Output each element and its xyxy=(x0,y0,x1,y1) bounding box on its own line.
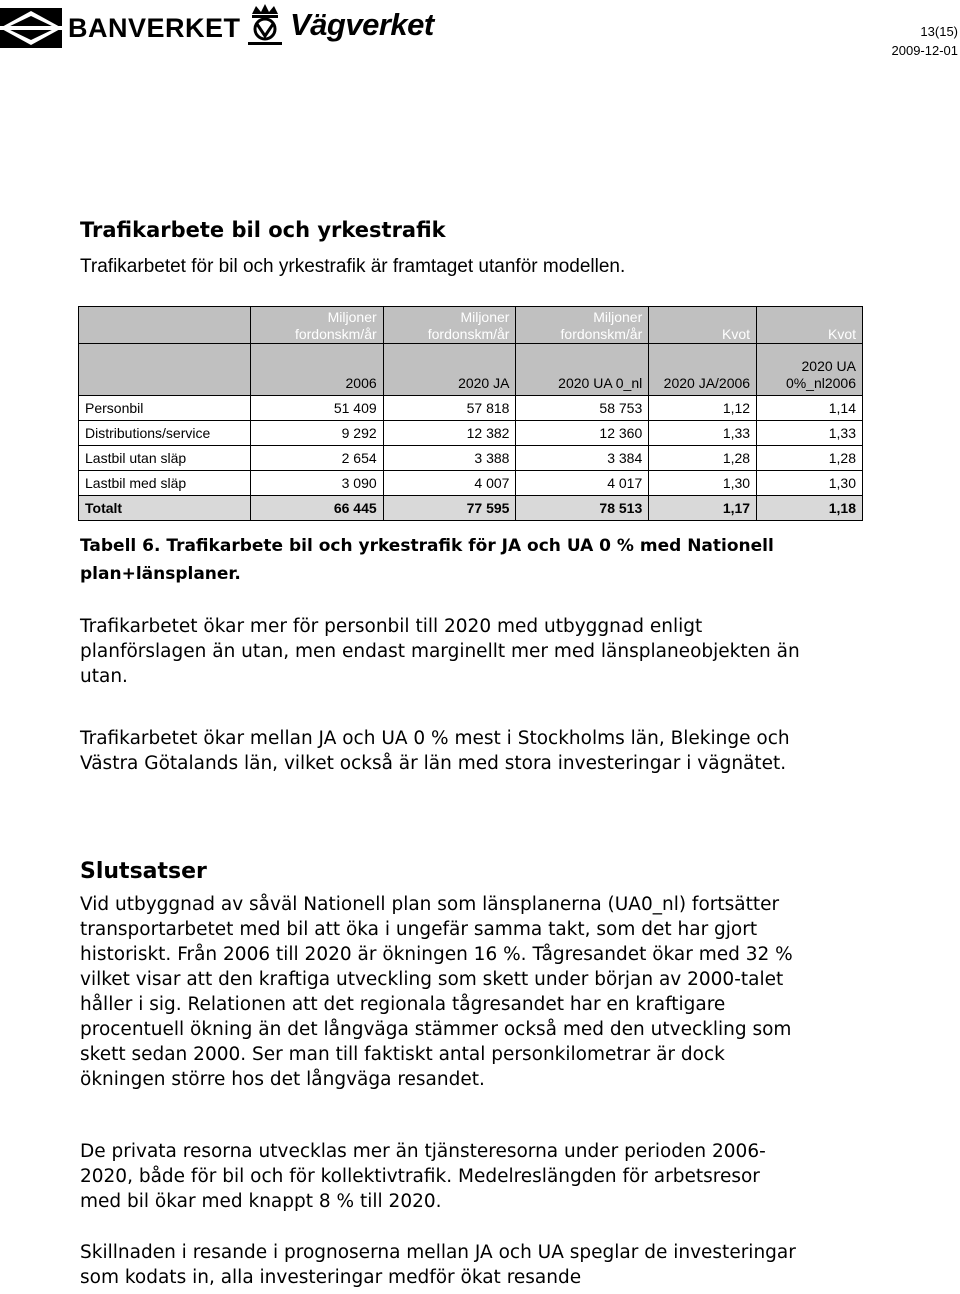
vagverket-logo xyxy=(244,2,434,48)
vagverket-crown-emblem-icon xyxy=(244,2,286,48)
table-header-cell: Miljoner fordonskm/år xyxy=(516,307,649,344)
vagverket-logo-text: Vägverket xyxy=(290,7,434,42)
table-cell: 1,30 xyxy=(757,471,863,496)
table-cell: Lastbil utan släp xyxy=(79,446,251,471)
table-header-cell: 2020 JA xyxy=(383,344,516,396)
page-number: 13(15) xyxy=(920,24,958,39)
table-header-cell: Kvot xyxy=(649,307,757,344)
paragraph: Vid utbyggnad av såväl Nationell plan som länsplanerna (UA0_nl) fortsätter transportarbetet med bil att öka i ungefär samma takt, som det har gjort historiskt. Från 2006 till 2020 är ökningen 16 %. Tågresandet ökar med 32 % vilket visar att den kraftiga utveckling som skett under början av 2000-talet håller i sig. Relationen att det regionala tågresandet har en kraftigare procentuell ökning än det långväga stämmer också med den utveckling som skett sedan 2000. Ser man till faktiskt antal personkilometrar är dock ökningen större hos det långväga resandet. xyxy=(80,894,793,1090)
table-row xyxy=(79,471,863,496)
table-header-cell: 2020 JA/2006 xyxy=(649,344,757,396)
section-intro: Trafikarbetet för bil och yrkestrafik är framtaget utanför modellen. xyxy=(80,256,626,277)
banverket-emblem-icon xyxy=(0,8,62,48)
table-cell: Personbil xyxy=(79,396,251,421)
table-header-cell: 2020 UA 0_nl xyxy=(516,344,649,396)
table-header-cell xyxy=(79,344,251,396)
table-cell: 51 409 xyxy=(250,396,383,421)
table-row xyxy=(79,421,863,446)
table-header-cell: Miljoner fordonskm/år xyxy=(383,307,516,344)
table-header-cell: Miljoner fordonskm/år xyxy=(250,307,383,344)
table-cell: 3 384 xyxy=(516,446,649,471)
table-cell: 58 753 xyxy=(516,396,649,421)
table-cell: 3 090 xyxy=(250,471,383,496)
paragraph: Trafikarbetet ökar mellan JA och UA 0 % mest i Stockholms län, Blekinge och Västra Götalands län, vilket också är län med stora investeringar i vägnätet. xyxy=(80,728,790,774)
table-cell: 1,14 xyxy=(757,396,863,421)
table-cell: 78 513 xyxy=(516,496,649,521)
table-header-cell xyxy=(79,307,251,344)
table-header-cell: 2006 xyxy=(250,344,383,396)
table-cell: 1,28 xyxy=(757,446,863,471)
table-unit-header-row xyxy=(79,307,863,344)
paragraph: De privata resorna utvecklas mer än tjänsteresorna under perioden 2006-2020, både för bil och för kollektivtrafik. Medelreslängden för arbetsresor med bil ökar med knappt 8 % till 2020. xyxy=(80,1141,766,1212)
paragraph: Skillnaden i resande i prognoserna mellan JA och UA speglar de investeringar som kodats in, alla investeringar medför ökat resande xyxy=(80,1242,796,1288)
table-cell: 4 007 xyxy=(383,471,516,496)
table-total-row xyxy=(79,496,863,521)
table-cell: 57 818 xyxy=(383,396,516,421)
table-cell: 1,28 xyxy=(649,446,757,471)
paragraph: Trafikarbetet ökar mer för personbil till 2020 med utbyggnad enligt planförslagen än utan, men endast marginellt mer med länsplaneobjekten än utan. xyxy=(80,616,800,687)
table-cell: Lastbil med släp xyxy=(79,471,251,496)
table-cell: 66 445 xyxy=(250,496,383,521)
table-cell: Totalt xyxy=(79,496,251,521)
table-cell: 1,12 xyxy=(649,396,757,421)
section-heading-slutsatser: Slutsatser xyxy=(80,859,207,884)
table-cell: 12 360 xyxy=(516,421,649,446)
page-info xyxy=(892,22,959,60)
table-cell: Distributions/service xyxy=(79,421,251,446)
table-cell: 1,30 xyxy=(649,471,757,496)
table-header-cell: Kvot xyxy=(757,307,863,344)
table-row xyxy=(79,396,863,421)
table-caption: Tabell 6. Trafikarbete bil och yrkestrafik för JA och UA 0 % med Nationell plan+länsplaner. xyxy=(80,536,774,584)
banverket-logo-text: BANVERKET xyxy=(68,12,241,43)
table-cell: 1,18 xyxy=(757,496,863,521)
table-row xyxy=(79,446,863,471)
table-cell: 2 654 xyxy=(250,446,383,471)
table-header-cell: 2020 UA 0%_nl2006 xyxy=(757,344,863,396)
table-cell: 12 382 xyxy=(383,421,516,446)
table-cell: 1,33 xyxy=(757,421,863,446)
traffic-work-table xyxy=(78,306,863,521)
table-cell: 3 388 xyxy=(383,446,516,471)
table-cell: 9 292 xyxy=(250,421,383,446)
table-column-header-row xyxy=(79,344,863,396)
table-cell: 4 017 xyxy=(516,471,649,496)
banverket-logo xyxy=(0,8,241,48)
page-date: 2009-12-01 xyxy=(891,43,958,58)
table-cell: 77 595 xyxy=(383,496,516,521)
table-cell: 1,33 xyxy=(649,421,757,446)
table-cell: 1,17 xyxy=(649,496,757,521)
section-heading-trafikarbete: Trafikarbete bil och yrkestrafik xyxy=(80,218,446,242)
